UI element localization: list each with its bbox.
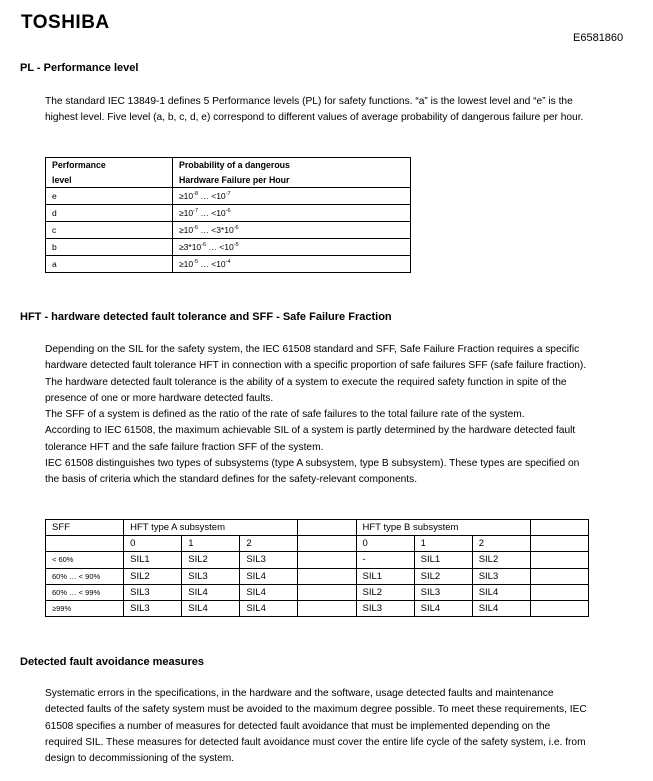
value-text: … <3*10	[198, 225, 234, 235]
table-row	[46, 239, 411, 256]
value-text: ≥10	[179, 225, 194, 235]
value-text: … <10	[198, 208, 226, 218]
sil-cell: SIL1	[356, 568, 414, 584]
empty-cell	[298, 536, 356, 552]
empty-cell	[298, 600, 356, 616]
table-row	[46, 188, 411, 205]
hft-level-cell: 2	[240, 536, 298, 552]
sff-hft-table	[45, 519, 589, 617]
hft-level-cell: 2	[472, 536, 530, 552]
empty-cell	[530, 552, 588, 568]
sil-cell: SIL4	[240, 568, 298, 584]
section-title-pl: PL - Performance level	[20, 62, 139, 74]
document-id: E6581860	[573, 32, 624, 44]
fault-avoidance-text: Systematic errors in the specifications, in the hardware and the software, usage detected faults and maintenance detected faults of the safety system must be avoided to the maximum degree possible. To meet these requirements, IEC 61508 specifies a number of measures for detected fault avoidance that must be implemented depending on the required SIL. These measures for detected fault avoidance must cover the entire life cycle of the safety system, i.e. from design to decommissioning of the system.	[45, 688, 587, 765]
level-cell: e	[46, 188, 173, 205]
hft-paragraphs	[45, 342, 590, 489]
header-cell-sff: SFF	[46, 520, 124, 536]
sil-cell: SIL3	[472, 568, 530, 584]
empty-cell	[298, 520, 356, 536]
section-title-fault-avoidance: Detected fault avoidance measures	[20, 656, 205, 668]
header-cell-type-b: HFT type B subsystem	[356, 520, 530, 536]
exponent: -6	[225, 208, 231, 214]
empty-cell	[298, 568, 356, 584]
empty-cell	[46, 536, 124, 552]
value-text: … <10	[198, 259, 226, 269]
empty-cell	[530, 520, 588, 536]
table-subheader-row	[46, 536, 589, 552]
value-text: … <10	[198, 191, 226, 201]
hft-paragraph: According to IEC 61508, the maximum achievable SIL of a system is partly determined by the hardware detected fault tolerance HFT and the safe failure fraction SFF of the system.	[45, 425, 576, 453]
sil-cell: SIL3	[124, 584, 182, 600]
sil-cell: SIL4	[240, 600, 298, 616]
hft-paragraph: The hardware detected fault tolerance is the ability of a system to execute the required safety function in spite of the presence of one or more hardware detected faults.	[45, 376, 567, 404]
table-row	[46, 600, 589, 616]
sil-cell: SIL4	[414, 600, 472, 616]
level-cell: a	[46, 256, 173, 273]
table-row	[46, 552, 589, 568]
table-row	[46, 568, 589, 584]
sil-cell: SIL3	[414, 584, 472, 600]
exponent: -7	[225, 191, 231, 197]
level-cell: c	[46, 222, 173, 239]
header-text: level	[52, 174, 72, 185]
performance-level-table	[45, 157, 411, 273]
probability-cell	[173, 222, 411, 239]
hft-level-cell: 0	[356, 536, 414, 552]
hft-paragraph: The SFF of a system is defined as the ratio of the rate of safe failures to the total failure rate of the system.	[45, 409, 525, 421]
exponent: -6	[201, 242, 207, 248]
sil-cell: SIL2	[472, 552, 530, 568]
sil-cell: SIL4	[472, 600, 530, 616]
sff-cell: < 60%	[46, 552, 124, 568]
empty-cell	[530, 536, 588, 552]
header-text: Hardware Failure per Hour	[179, 174, 290, 185]
hft-paragraph: IEC 61508 distinguishes two types of subsystems (type A subsystem, type B subsystem). These types are specified on the basis of criteria which the standard defines for the safety-relevant components.	[45, 458, 580, 486]
exponent: -5	[233, 242, 239, 248]
sil-cell: SIL3	[182, 568, 240, 584]
sil-cell: SIL1	[414, 552, 472, 568]
exponent: -8	[193, 191, 199, 197]
sil-cell: SIL2	[182, 552, 240, 568]
table-row	[46, 222, 411, 239]
table-row	[46, 256, 411, 273]
hft-paragraph: Depending on the SIL for the safety system, the IEC 61508 standard and SFF, Safe Failure Fraction requires a specific hardware detected fault tolerance HFT in connection with a specific proportion of safe failures SFF (safe failure fraction).	[45, 344, 587, 372]
sff-cell: 60% … < 90%	[46, 568, 124, 584]
level-cell: b	[46, 239, 173, 256]
hft-level-cell: 1	[182, 536, 240, 552]
table-row	[46, 584, 589, 600]
value-text: ≥10	[179, 259, 194, 269]
hft-level-cell: 0	[124, 536, 182, 552]
sil-cell: SIL4	[472, 584, 530, 600]
probability-cell	[173, 188, 411, 205]
sil-cell: -	[356, 552, 414, 568]
table-header-row	[46, 158, 411, 188]
value-text: ≥10	[179, 208, 194, 218]
table-row	[46, 205, 411, 222]
sil-cell: SIL4	[182, 584, 240, 600]
header-cell-type-a: HFT type A subsystem	[124, 520, 298, 536]
empty-cell	[530, 568, 588, 584]
sil-cell: SIL1	[124, 552, 182, 568]
exponent: -6	[233, 225, 239, 231]
header-text: Probability of a dangerous	[179, 160, 290, 170]
header-cell-performance-level	[46, 158, 173, 188]
exponent: -5	[193, 259, 199, 265]
sil-cell: SIL4	[240, 584, 298, 600]
hft-level-cell: 1	[414, 536, 472, 552]
table-header-row	[46, 520, 589, 536]
pl-paragraph	[45, 94, 585, 127]
sil-cell: SIL3	[124, 600, 182, 616]
company-logo: TOSHIBA	[21, 12, 110, 33]
value-text: ≥10	[179, 191, 194, 201]
sff-cell: 60% … < 99%	[46, 584, 124, 600]
sil-cell: SIL2	[356, 584, 414, 600]
sil-cell: SIL3	[240, 552, 298, 568]
level-cell: d	[46, 205, 173, 222]
header-cell-probability	[173, 158, 411, 188]
sil-cell: SIL2	[414, 568, 472, 584]
sil-cell: SIL3	[356, 600, 414, 616]
value-text: ≥3*10	[179, 242, 202, 252]
empty-cell	[530, 584, 588, 600]
empty-cell	[298, 584, 356, 600]
empty-cell	[298, 552, 356, 568]
probability-cell	[173, 205, 411, 222]
probability-cell	[173, 239, 411, 256]
probability-cell	[173, 256, 411, 273]
exponent: -6	[193, 225, 199, 231]
sff-cell: ≥99%	[46, 600, 124, 616]
section-title-hft: HFT - hardware detected fault tolerance and SFF - Safe Failure Fraction	[20, 311, 392, 323]
sil-cell: SIL4	[182, 600, 240, 616]
sil-cell: SIL2	[124, 568, 182, 584]
exponent: -4	[225, 259, 231, 265]
empty-cell	[530, 600, 588, 616]
pl-paragraph-text: The standard IEC 13849-1 defines 5 Performance levels (PL) for safety functions. “a” is the lowest level and “e” is the highest level. Five level (a, b, c, d, e) correspond to different values of average probability of dangerous failure per hour.	[45, 96, 584, 124]
fault-avoidance-paragraph	[45, 686, 590, 767]
value-text: … <10	[206, 242, 234, 252]
header-text: Performance	[52, 160, 106, 170]
exponent: -7	[193, 208, 199, 214]
